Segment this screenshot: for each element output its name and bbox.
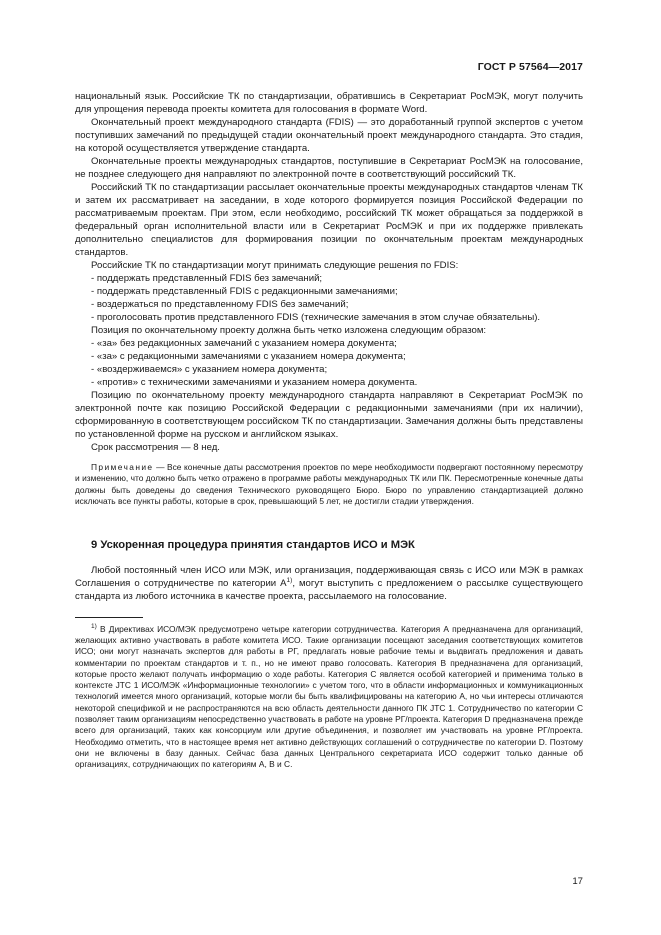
list-item: - «против» с техническими замечаниями и указанием номера документа.: [91, 377, 418, 388]
section-paragraph: [75, 564, 583, 603]
footnote-text: В Директивах ИСО/МЭК предусмотрено четыре категории сотрудничества. Категория А предназначена для организаций, желающих активно участвовать в работе комитета ИСО. Такие организации посещают заседания соответствующих комитетов ИСО; они могут назначать экспертов для работы в РГ, предлагать новые рабочие темы и выдвигать предложения и давать комментарии по проектам стандартов и т. п., но не имеют право голосовать. Категория В предназначена для организаций, которые просто желают получать информацию о ходе работы. Категория С является особой категорией и применима только в контексте JTC 1 ИСО/МЭК «Информационные технологии» с учетом того, что в области информационных и коммуникационных технологий имеется много организаций, которые могли бы быть квалифицированы на категорию А, но чьи интересы отличаются некоторой спецификой и не распространяются на всю область деятельности данного ПК JTC 1. Сотрудничество по категории С позволяет таким организациям непосредственно участвовать в работе на уровне РГ/проекта. Категория D предназначена прежде всего для организаций, таких как консорциум или другие объединения, и позволяет им участвовать на уровне РГ/проекта. Необходимо отметить, что в настоящее время нет активно действующих соглашений о сотрудничестве по категории D. Поэтому они не включены в базу данных. Сейчас база данных Центрального секретариата ИСО содержит только данные об организациях, сотрудничающих по категориям А, В и С.: [75, 623, 583, 770]
paragraph: Окончательные проекты международных стандартов, поступившие в Секретариат РосМЭК на голосование, не позднее следующего дня направляют по электронной почте в соответствующий российский ТК.: [75, 156, 583, 180]
standard-code: ГОСТ Р 57564—2017: [477, 61, 583, 73]
section-text-after: , могут выступить с предложением о рассылке существующего стандарта из любого источника в качестве проекта, рассылаемого на голосование.: [75, 577, 584, 602]
paragraph: Срок рассмотрения — 8 нед.: [91, 442, 220, 453]
list-item: - «за» без редакционных замечаний с указанием номера документа;: [91, 338, 397, 349]
page-number: 17: [572, 876, 583, 887]
note-text: — Все конечные даты рассмотрения проектов по мере необходимости подвергают постоянному пересмотру и изменению, что должно быть четко отражено в программе работы международных ТК или ПК. Пересмотренные конечные даты должны быть доведены до сведения Технического руководящего Бюро. Бюро по управлению стандартизацией должно исключать все пункты работы, которые в срок, превышающий 5 лет, не достигли стадии утверждения.: [75, 462, 583, 507]
paragraph: национальный язык. Российские ТК по стандартизации, обратившись в Секретариат РосМЭК, могут получить для упрощения перевода проекты комитета для голосования в формате Word.: [75, 91, 583, 115]
page-content: [75, 90, 583, 770]
footnote-ref: 1): [286, 576, 293, 584]
list-item: - воздержаться по представленному FDIS без замечаний;: [91, 299, 349, 310]
list-item: - «за» с редакционными замечаниями с указанием номера документа;: [91, 351, 406, 362]
list-item: - проголосовать против представленного FDIS (технические замечания в этом случае обязательны).: [91, 312, 541, 323]
list-item: - поддержать представленный FDIS с редакционными замечаниями;: [91, 286, 398, 297]
list-item: - поддержать представленный FDIS без замечаний;: [91, 273, 323, 284]
footnote-mark: 1): [91, 622, 97, 630]
note-label: Примечание: [91, 462, 154, 472]
paragraph: Российский ТК по стандартизации рассылает окончательные проекты международных стандартов членам ТК и затем их рассматривает на заседании, в ходе которого формируется позиция Российской Федерации по рассматриваемым проектам. При этом, если необходимо, российский ТК может обращаться за поддержкой в федеральный орган исполнительной власти или в Секретариат РосМЭК и при их поддержке привлекать дополнительно специалистов для формирования позиции по окончательным проектам международных стандартов.: [75, 182, 583, 258]
footnote: [75, 624, 583, 771]
paragraph: Позиция по окончательному проекту должна быть четко изложена следующим образом:: [91, 325, 487, 336]
paragraph: Позицию по окончательному проекту международного стандарта направляют в Секретариат РосМЭК по электронной почте как позицию Российской Федерации с редакционными замечаниями (при их наличии), сформированную в соответствующем российском ТК по стандартизации. Замечания должны быть представлены по установленной форме на русском и английском языках.: [75, 390, 583, 440]
note: [75, 462, 583, 508]
section-text-before: Любой постоянный член ИСО или МЭК, или организация, поддерживающая связь с ИСО или МЭК в рамках Соглашения о сотрудничестве по категории А: [75, 564, 583, 589]
list-item: - «воздерживаемся» с указанием номера документа;: [91, 364, 328, 375]
paragraph: Российские ТК по стандартизации могут принимать следующие решения по FDIS:: [91, 260, 459, 271]
section-heading: 9 Ускоренная процедура принятия стандартов ИСО и МЭК: [91, 538, 415, 551]
footnote-divider: [75, 617, 143, 618]
paragraph: Окончательный проект международного стандарта (FDIS) — это доработанный группой экспертов с учетом поступивших замечаний по предыдущей стадии окончательный проект международного стандарта. Это стадия, на которой осуществляется утверждение стандарта.: [75, 117, 583, 154]
